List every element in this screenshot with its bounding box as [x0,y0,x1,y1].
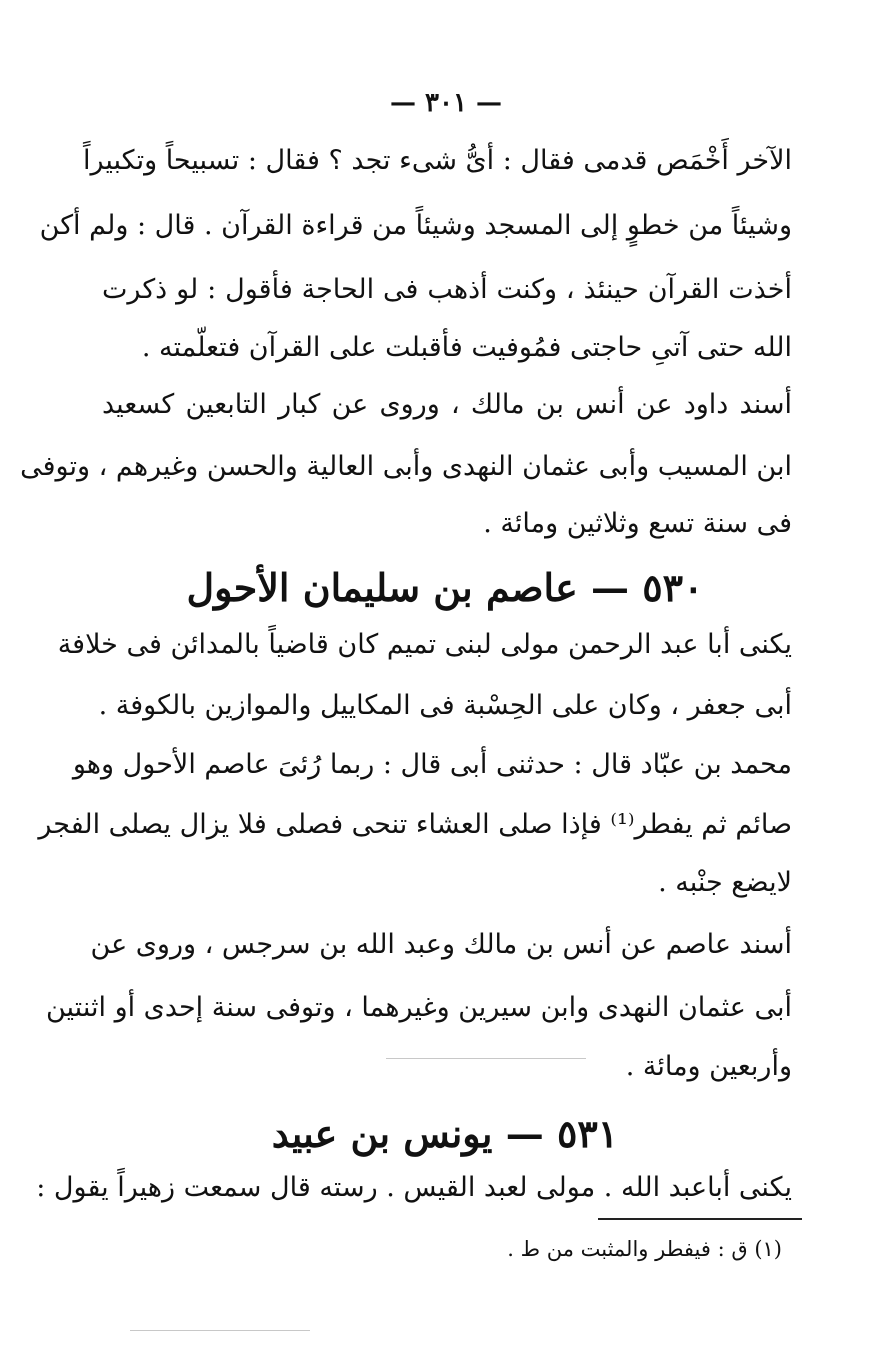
text-line: فى سنة تسع وثلاثين ومائة . [483,508,792,539]
text-line: الآخر أَخْمَص قدمى فقال : أىُّ شىء تجد ؟ فقال : تسبيحاً وتكبيراً [82,145,792,176]
text-line: أسند داود عن أنس بن مالك ، وروى عن كبار التابعين كسعيد [102,389,792,420]
text-line: يكنى أباعبد الله . مولى لعبد القيس . رسته قال سمعت زهيراً يقول : [36,1172,792,1203]
text-line: وشيئاً من خطوٍ إلى المسجد وشيئاً من قراءة القرآن . قال : ولم أكن [39,210,792,241]
page-number: — ٣٠١ — [389,88,503,118]
text-line: أخذت القرآن حينئذ ، وكنت أذهب فى الحاجة فأقول : لو ذكرت [102,274,792,305]
text-line: لايضع جنْبه . [658,867,792,898]
text-line: أبى جعفر ، وكان على الحِسْبة فى المكاييل والموازين بالكوفة . [98,690,792,721]
scan-mark [386,1058,586,1059]
text-line: صائم ثم يفطر⁽¹⁾ فإذا صلى العشاء تنحى فصلى فلا يزال يصلى الفجر [38,809,792,840]
scan-mark [130,1330,310,1331]
footnote-separator [598,1218,802,1220]
text-line: أسند عاصم عن أنس بن مالك وعبد الله بن سرجس ، وروى عن [90,929,792,960]
text-line: الله حتى آتىِ حاجتى فمُوفيت فأقبلت على القرآن فتعلّمته . [141,332,792,363]
footnote: (١) ق : فيفطر والمثبت من ط . [507,1237,782,1261]
entry-heading-530: ٥٣٠ — عاصم بن سليمان الأحول [186,565,704,610]
entry-heading-531: ٥٣١ — يونس بن عبيد [271,1111,619,1156]
text-line: وأربعين ومائة . [625,1051,792,1082]
text-line: محمد بن عبّاد قال : حدثنى أبى قال : ربما رُئىَ عاصم الأحول وهو [72,749,792,780]
text-line: يكنى أبا عبد الرحمن مولى لبنى تميم كان قاضياً بالمدائن فى خلافة [57,629,792,660]
text-line: أبى عثمان النهدى وابن سيرين وغيرهما ، وتوفى سنة إحدى أو اثنتين [45,992,792,1023]
text-line: ابن المسيب وأبى عثمان النهدى وأبى العالية والحسن وغيرهم ، وتوفى [20,451,792,482]
